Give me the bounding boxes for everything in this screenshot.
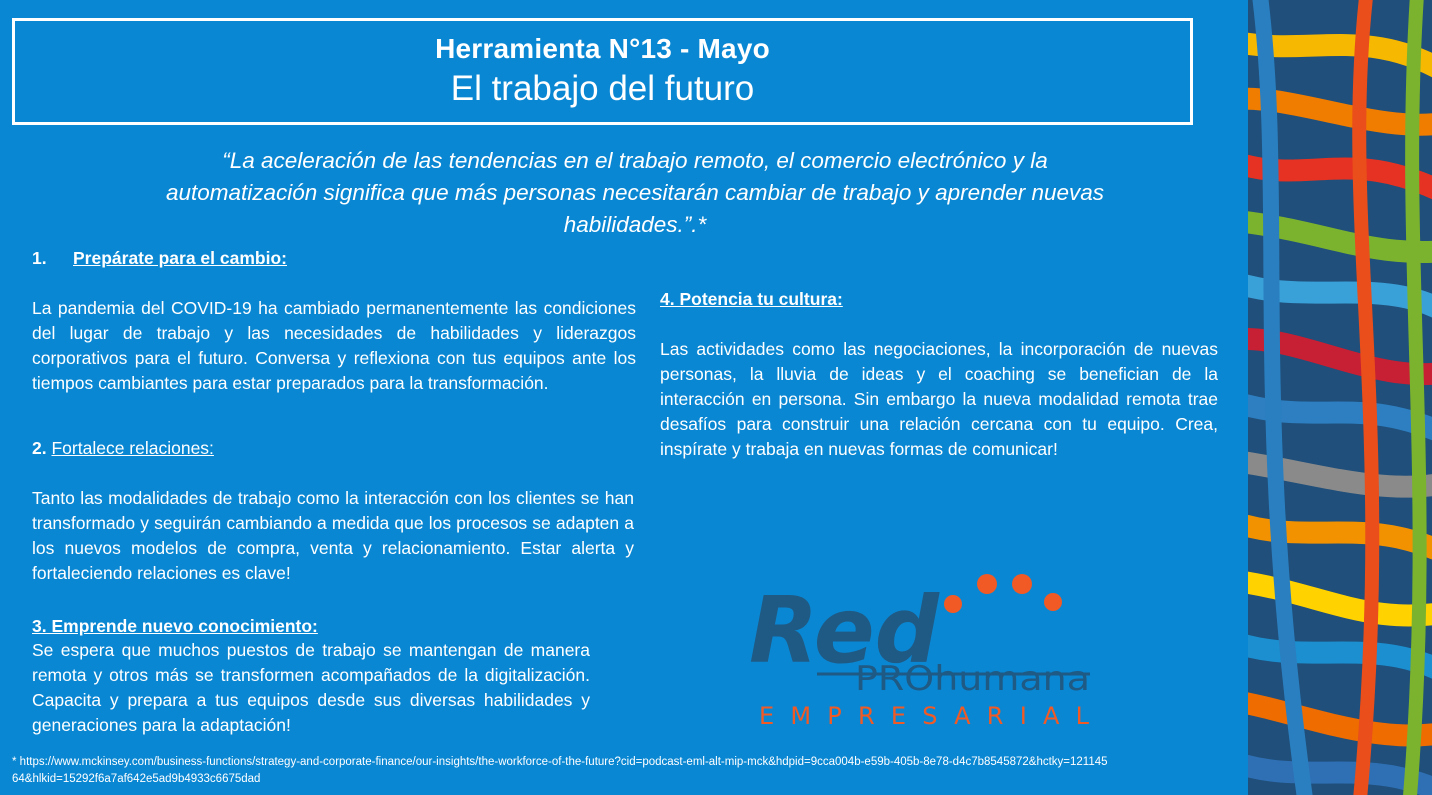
section-1-title: Prepárate para el cambio: [73, 248, 287, 268]
logo-word-empresarial: EMPRESARIAL [759, 702, 1089, 730]
yarn-illustration [1248, 0, 1432, 795]
red-prohumana-logo [745, 570, 1105, 730]
section-2-title: Fortalece relaciones: [51, 438, 214, 458]
tool-title: Herramienta N°13 - Mayo [435, 33, 770, 64]
logo-dot [1012, 574, 1032, 594]
section-1-heading [32, 246, 632, 271]
section-3-body: Se espera que muchos puestos de trabajo se mantengan de manera remota y otros más se transformen acompañados de la digitalización. Capacita y prepara a tus equipos desde sus diversas habilidades y generaciones para la adaptación! [32, 640, 590, 735]
section-1-body: La pandemia del COVID-19 ha cambiado permanentemente las condiciones del lugar de trabajo y las necesidades de habilidades y liderazgos corporativos para el futuro. Conversa y reflexiona con tus equipos ante los tiempos cambiantes para estar preparados para la transformación. [32, 298, 636, 393]
section-1-number: 1. [32, 248, 47, 268]
section-2-body: Tanto las modalidades de trabajo como la interacción con los clientes se han transformado y seguirán cambiando a medida que los procesos se adapten a los nuevos modelos de compra, venta y relacionamiento. Estar alerta y fortaleciendo relaciones es clave! [32, 488, 634, 583]
logo-dot [944, 595, 962, 613]
section-2-heading [32, 436, 632, 461]
section-2-number: 2. [32, 438, 47, 458]
section-4-title: 4. Potencia tu cultura: [660, 289, 843, 309]
section-3-title: 3. Emprende nuevo conocimiento: [32, 616, 318, 636]
footnote-source-link: * https://www.mckinsey.com/business-functions/strategy-and-corporate-finance/our-insights/the-workforce-of-the-future?cid=podcast-eml-alt-mip-mck&hdpid=9cca004b-e59b-405b-8e78-d4c7b8545872&hctky=12114564&hlkid=15292f6a7af642e5ad9b4933c6675dad [12, 756, 1108, 785]
section-4-body: Las actividades como las negociaciones, la incorporación de nuevas personas, la lluvia de ideas y el coaching se benefician de la interacción en persona. Sin embargo la nueva modalidad remota trae desafíos para construir una relación cercana con tu equipo. Crea, inspírate y trabaja en nuevas formas de comunicar! [660, 339, 1218, 459]
title-box [12, 18, 1193, 125]
section-3-heading [32, 614, 592, 639]
logo-dot [1044, 593, 1062, 611]
quote: “La aceleración de las tendencias en el trabajo remoto, el comercio electrónico y la automatización significa que más personas necesitarán cambiar de trabajo y aprender nuevas habilidades.”.* [165, 148, 1105, 237]
page-title: El trabajo del futuro [450, 69, 755, 108]
logo-word-prohumana: PROhumana [855, 659, 1090, 699]
logo-word-red: Red [749, 577, 941, 684]
logo-dot [977, 574, 997, 594]
colorful-yarn-image [1248, 0, 1432, 795]
section-4-heading [660, 287, 1220, 312]
